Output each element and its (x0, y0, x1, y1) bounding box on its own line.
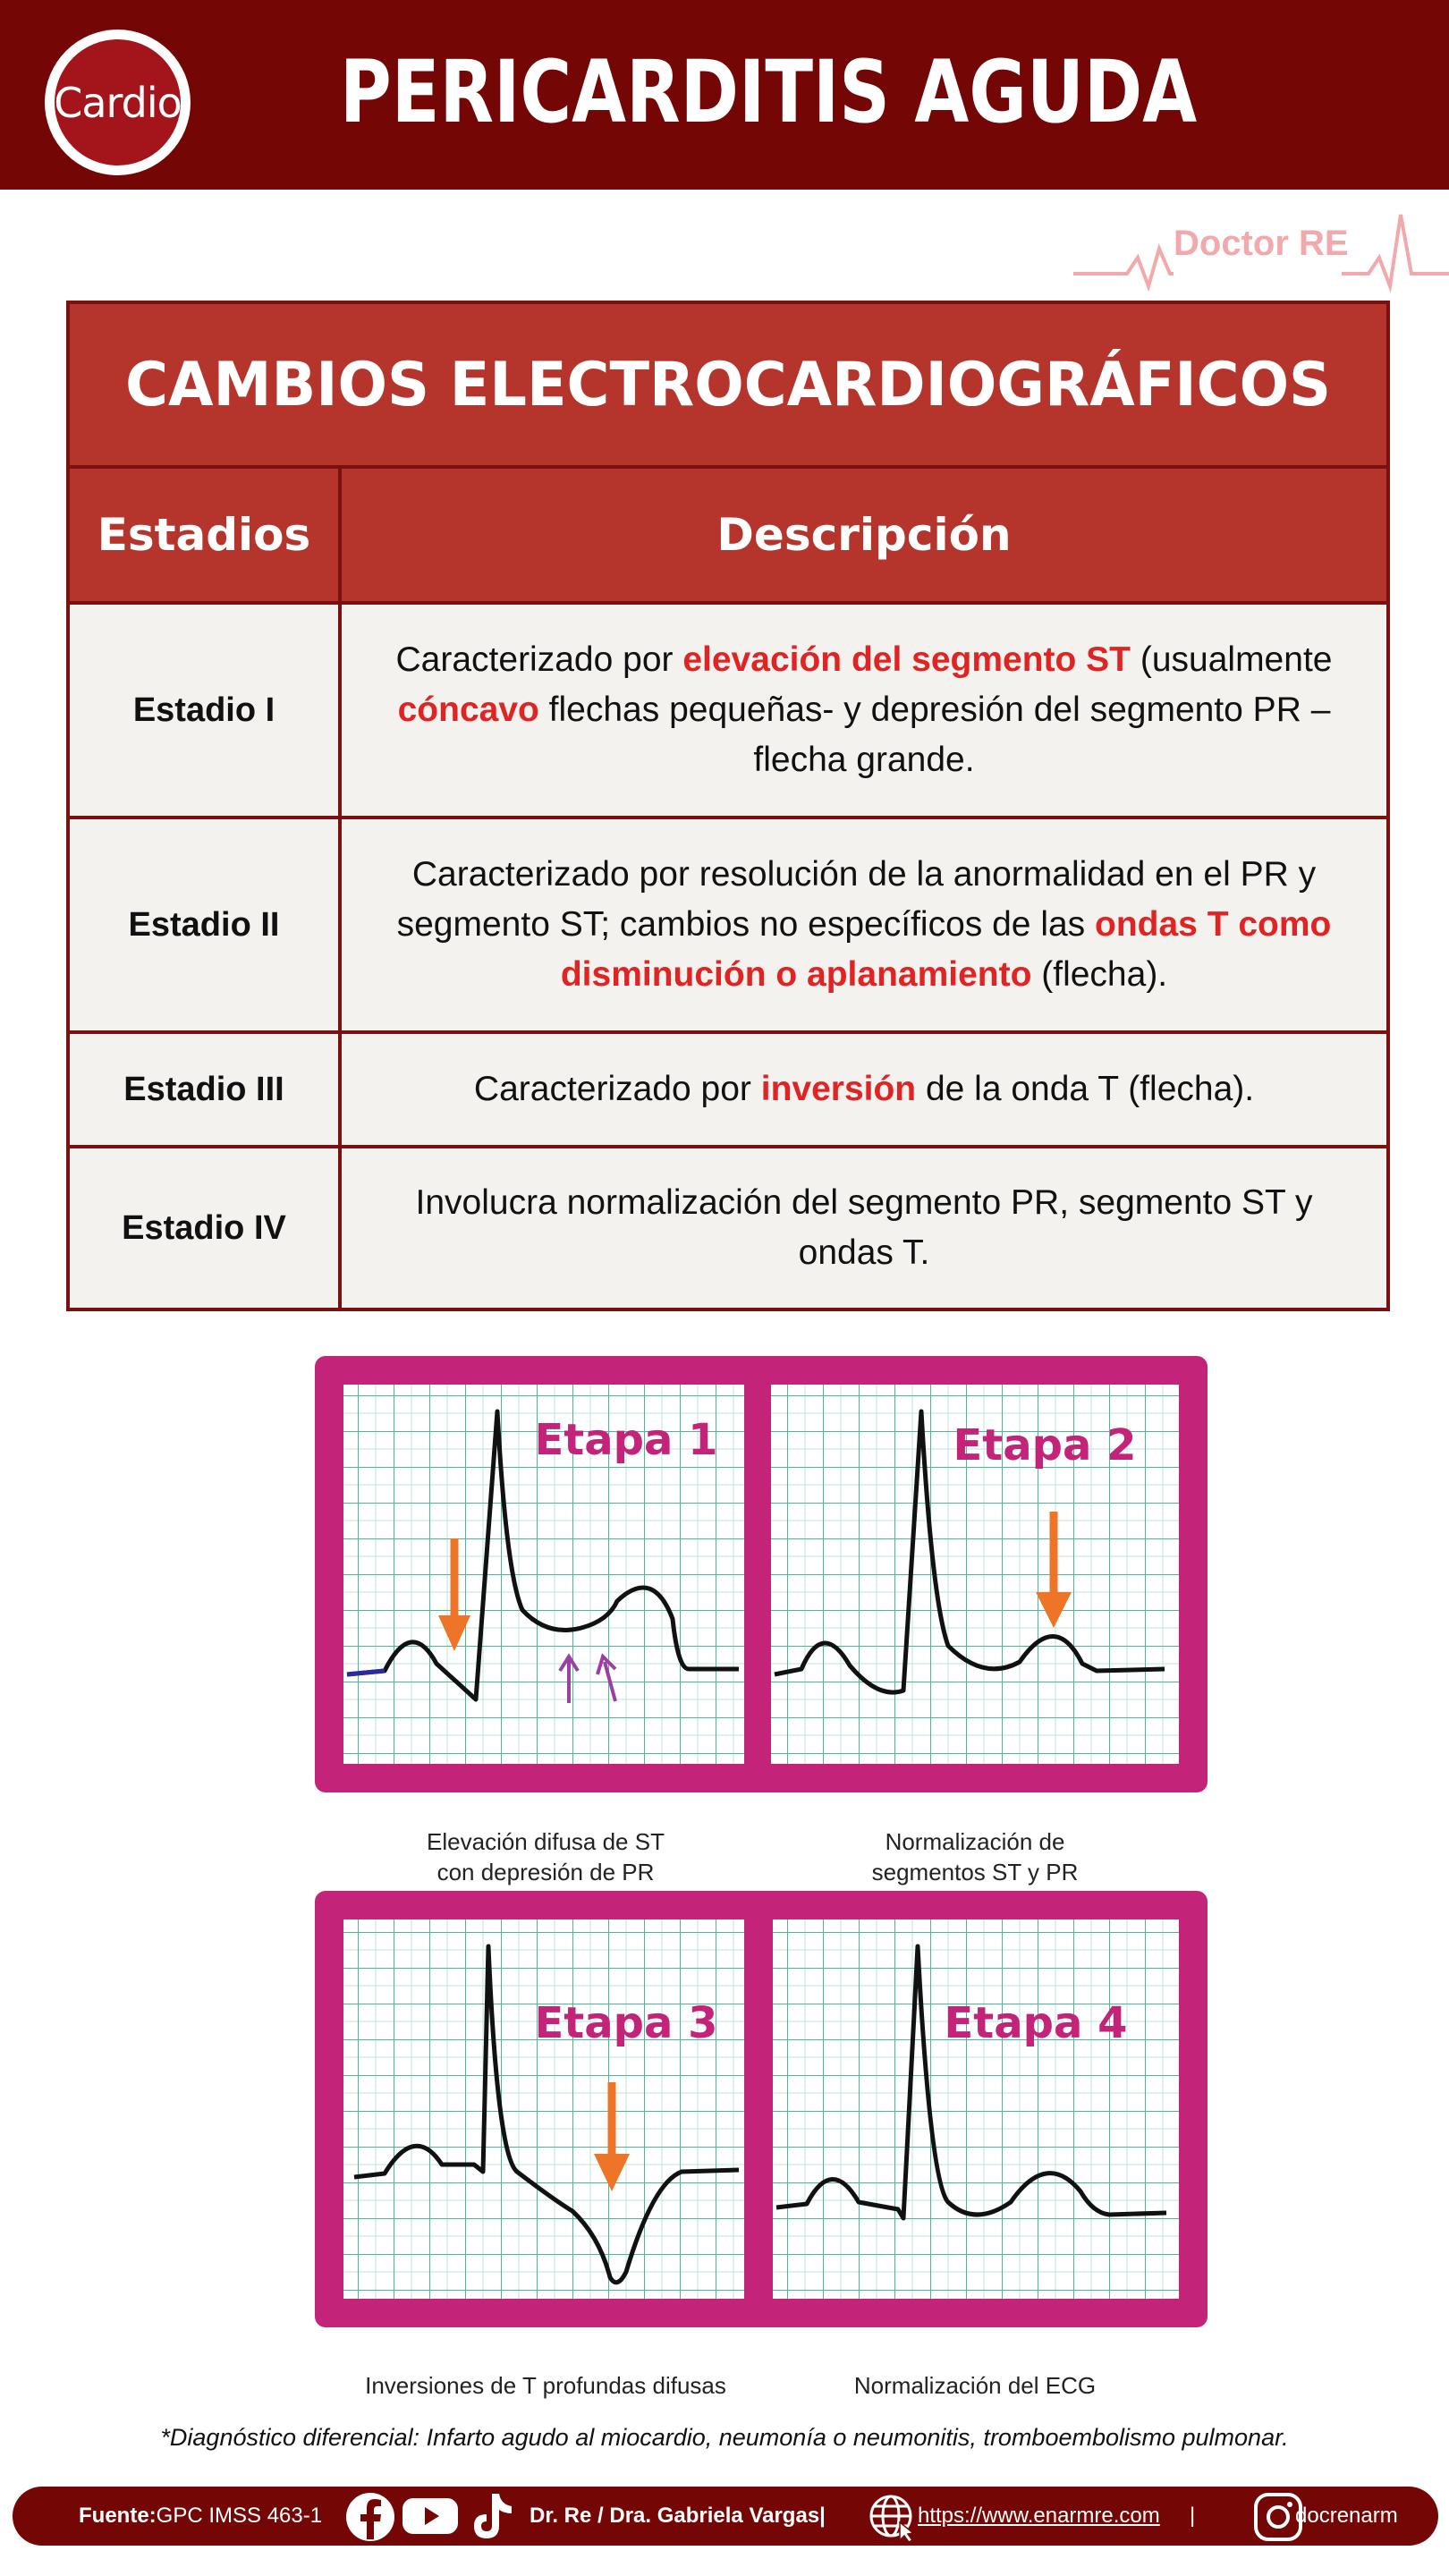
logo-text: Cardio (55, 39, 181, 165)
website-link[interactable]: https://www.enarmre.com (918, 2504, 1160, 2528)
description-segment: (flecha). (1031, 955, 1168, 994)
ecg-label-2: Etapa 2 (953, 1420, 1137, 1470)
ecg-caption-4: Normalización del ECG (853, 2372, 1097, 2399)
description-segment: de la onda T (flecha). (916, 1070, 1255, 1108)
source-value: GPC IMSS 463-1 (156, 2504, 323, 2528)
facebook-icon[interactable] (343, 2491, 397, 2543)
description-segment: Caracterizado por (395, 640, 683, 679)
separator: | (1190, 2504, 1196, 2528)
authors-text: Dr. Re / Dra. Gabriela Vargas| (530, 2504, 826, 2528)
youtube-icon[interactable] (401, 2495, 460, 2538)
ecg-label-4: Etapa 4 (944, 1998, 1128, 2048)
source-text (79, 2487, 322, 2546)
ecg-label-3: Etapa 3 (534, 1998, 718, 2048)
stage-cell: Estadio I (70, 605, 342, 816)
source-label: Fuente: (79, 2504, 157, 2528)
ecg-caption-3: Inversiones de T profundas difusas (365, 2372, 726, 2399)
highlighted-text: ondas T como disminución o aplanamiento (560, 905, 1332, 994)
ecg-panel-4 (773, 1919, 1179, 2299)
table-title: CAMBIOS ELECTROCARDIOGRÁFICOS (70, 304, 1386, 469)
watermark-text: Doctor RE (1174, 224, 1349, 263)
page-title: PERICARDITIS AGUDA (340, 42, 1198, 142)
stage-cell: Estadio IV (70, 1148, 342, 1308)
differential-diagnosis-note: *Diagnóstico diferencial: Infarto agudo al miocardio, neumonía o neumonitis, tromboembolismo pulmonar. (160, 2424, 1289, 2451)
column-header-description: Descripción (342, 469, 1386, 605)
stage-cell: Estadio III (70, 1034, 342, 1145)
ecg-caption-1: Elevación difusa de ST con depresión de PR (427, 1828, 665, 1885)
highlighted-text: inversión (760, 1070, 917, 1108)
globe-icon (866, 2492, 919, 2542)
highlighted-text: elevación del segmento ST (682, 640, 1131, 679)
description-segment: Caracterizado por resolución de la anormalidad en el PR y segmento ST; cambios no específicos de las (396, 855, 1317, 944)
column-header-stages: Estadios (70, 469, 342, 605)
ecg-caption-2: Normalización de segmentos ST y PR (871, 1828, 1079, 1885)
footer (13, 2487, 1438, 2546)
ecg-panel-3 (343, 1919, 744, 2299)
description-segment: Caracterizado por (473, 1070, 761, 1108)
description-segment: Involucra normalización del segmento PR, segmento ST y ondas T. (415, 1183, 1313, 1272)
instagram-handle[interactable]: docrenarm (1295, 2504, 1398, 2528)
description-segment: flechas pequeñas- y depresión del segmento PR – flecha grande. (538, 691, 1331, 779)
tiktok-icon[interactable] (467, 2490, 517, 2544)
ecg-label-1: Etapa 1 (534, 1415, 718, 1465)
stage-cell: Estadio II (70, 819, 342, 1030)
description-segment: (usualmente (1131, 640, 1333, 679)
highlighted-text: cóncavo (397, 691, 539, 729)
